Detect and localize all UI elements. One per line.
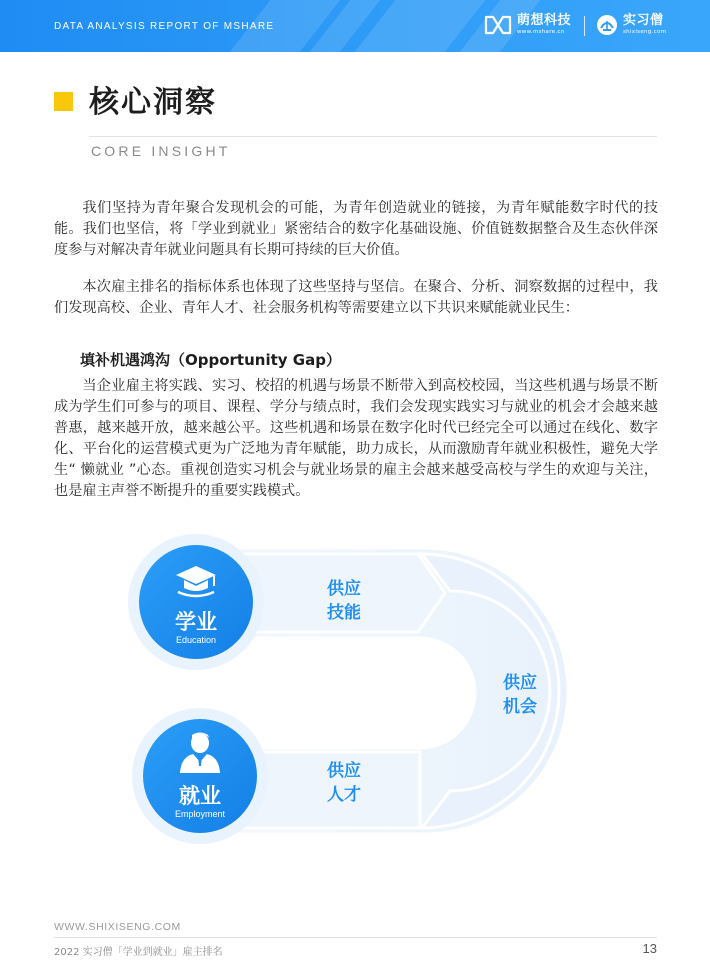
report-title: DATA ANALYSIS REPORT OF MSHARE [54, 21, 275, 32]
supply-opportunity-line2: 机会 [503, 697, 537, 717]
mshare-logo-icon [484, 14, 512, 36]
supply-opportunity-line1: 供应 [503, 673, 537, 693]
education-label: 学业 [175, 610, 217, 634]
paragraph-consensus: 本次雇主排名的指标体系也体现了这些坚持与坚信。在聚合、分析、洞察数据的过程中，我们发现高校、企业、青年人才、社会服务机构等需要建立以下共识来赋能就业民生： [54, 279, 658, 316]
page-number: 13 [642, 941, 657, 956]
shixiseng-logo-name: 实习僧 [623, 13, 664, 28]
employment-node [132, 708, 268, 844]
header-bar [0, 0, 710, 52]
education-label-en: Education [175, 635, 217, 645]
section-heading: 填补机遇鸿沟（Opportunity Gap） [80, 351, 341, 369]
mshare-logo-name: 萌想科技 [517, 13, 572, 28]
supply-skills-line1: 供应 [327, 579, 361, 599]
footer-caption: 2022 实习僧「学业到就业」雇主排名 [54, 947, 223, 958]
paragraph-opportunity-gap: 当企业雇主将实践、实习、校招的机遇与场景不断带入到高校校园，当这些机遇与场景不断成为学生们可参与的项目、课程、学分与绩点时，我们会发现实践实习与就业的机会才会越来越普惠，越来越开放，越来越公平。这些机遇和场景在数字化时代已经完全可以通过在线化、数字化、平台化的运营模式更为广泛地为青年赋能，助力成长，从而激励青年就业积极性，避免大学生“ 懒就业 ”心态。重视创造实习机会与就业场景的雇主会越来越受高校与学生的欢迎与关注，也是雇主声誉不断提升的重要实践模式。 [54, 378, 658, 499]
logo-divider [584, 16, 585, 36]
shixiseng-logo-url: shixiseng.com [623, 29, 667, 35]
shixiseng-logo-icon [596, 14, 618, 36]
page-subtitle: CORE INSIGHT [91, 143, 231, 159]
supply-talent-line2: 人才 [327, 785, 361, 805]
title-divider [89, 136, 657, 137]
page-title: 核心洞察 [89, 85, 217, 120]
mshare-logo-url: www.mshare.cn [517, 29, 565, 35]
employment-label: 就业 [179, 784, 221, 808]
shixiseng-logo [596, 13, 666, 36]
employment-label-en: Employment [174, 809, 226, 819]
supply-talent-line1: 供应 [327, 761, 361, 781]
education-node [128, 534, 264, 670]
title-marker [54, 92, 73, 111]
mshare-logo [484, 13, 571, 36]
footer-divider [54, 937, 657, 938]
paragraph-commitment: 我们坚持为青年聚合发现机会的可能，为青年创造就业的链接，为青年赋能数字时代的技能。我们也坚信，将「学业到就业」紧密结合的数字化基础设施、价值链数据整合及生态伙伴深度参与对解决青年就业问题具有长期可持续的巨大价值。 [54, 200, 658, 258]
supply-skills-line2: 技能 [327, 603, 361, 623]
supply-diagram [120, 530, 600, 850]
footer-url: WWW.SHIXISENG.COM [54, 921, 181, 933]
